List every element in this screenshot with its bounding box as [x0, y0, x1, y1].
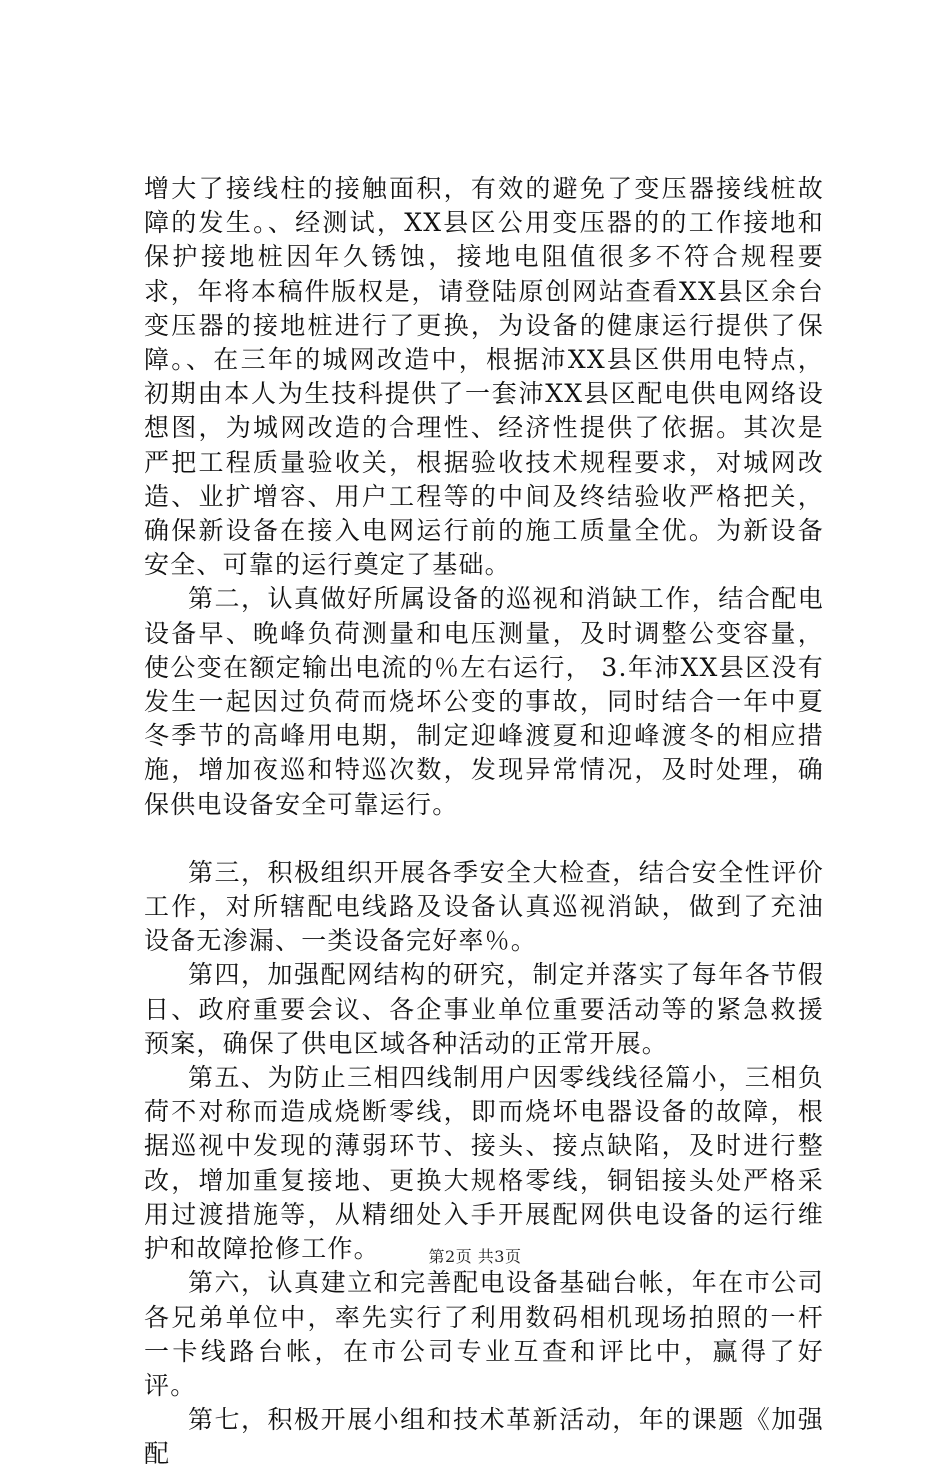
document-body [144, 172, 824, 1472]
paragraph-6: 第六，认真建立和完善配电设备基础台帐，年在市公司各兄弟单位中，率先实行了利用数码相机现场拍照的一杆一卡线路台帐，在市公司专业互查和评比中，赢得了好评。 [144, 1268, 824, 1400]
paragraph-7: 第七，积极开展小组和技术革新活动，年的课题《加强配 [144, 1405, 824, 1469]
paragraph-3: 第三，积极组织开展各季安全大检查，结合安全性评价工作，对所辖配电线路及设备认真巡视消缺，做到了充油设备无渗漏、一类设备完好率％。 [144, 857, 824, 956]
paragraph-4: 第四，加强配网结构的研究，制定并落实了每年各节假日、政府重要会议、各企事业单位重要活动等的紧急救援预案，确保了供电区域各种活动的正常开展。 [144, 960, 824, 1058]
page-number-footer: 第2页 共3页 [428, 1247, 522, 1266]
paragraph-gap [144, 822, 824, 856]
paragraph-5: 第五、为防止三相四线制用户因零线线径篇小，三相负荷不对称而造成烧断零线，即而烧坏电器设备的故障，根据巡视中发现的薄弱环节、接头、接点缺陷，及时进行整改，增加重复接地、更换大规格零线，铜铝接头处严格采用过渡措施等，从精细处入手开展配网供电设备的运行维护和故障抢修工作。 [144, 1063, 824, 1264]
paragraph-2: 第二，认真做好所属设备的巡视和消缺工作，结合配电设备早、晚峰负荷测量和电压测量，及时调整公变容量，使公变在额定输出电流的％左右运行， 3.年沛XX县区没有发生一起因过负荷而烧坏公变的事故，同时结合一年中夏冬季节的高峰用电期，制定迎峰渡夏和迎峰渡冬的相应措施，增加夜巡和特巡次数，发现异常情况，及时处理，确保供电设备安全可靠运行。 [144, 584, 824, 819]
paragraph-1: 增大了接线柱的接触面积，有效的避免了变压器接线桩故障的发生。、经测试，XX县区公用变压器的的工作接地和保护接地桩因年久锈蚀，接地电阻值很多不符合规程要求，年将本稿件版权是，请登陆原创网站查看XX县区余台变压器的接地桩进行了更换，为设备的健康运行提供了保障。、在三年的城网改造中，根据沛XX县区供用电特点，初期由本人为生技科提供了一套沛XX县区配电供电网络设想图，为城网改造的合理性、经济性提供了依据。其次是严把工程质量验收关，根据验收技术规程要求，对城网改造、业扩增容、用户工程等的中间及终结验收严格把关，确保新设备在接入电网运行前的施工质量全优。为新设备安全、可靠的运行奠定了基础。 [144, 174, 824, 580]
